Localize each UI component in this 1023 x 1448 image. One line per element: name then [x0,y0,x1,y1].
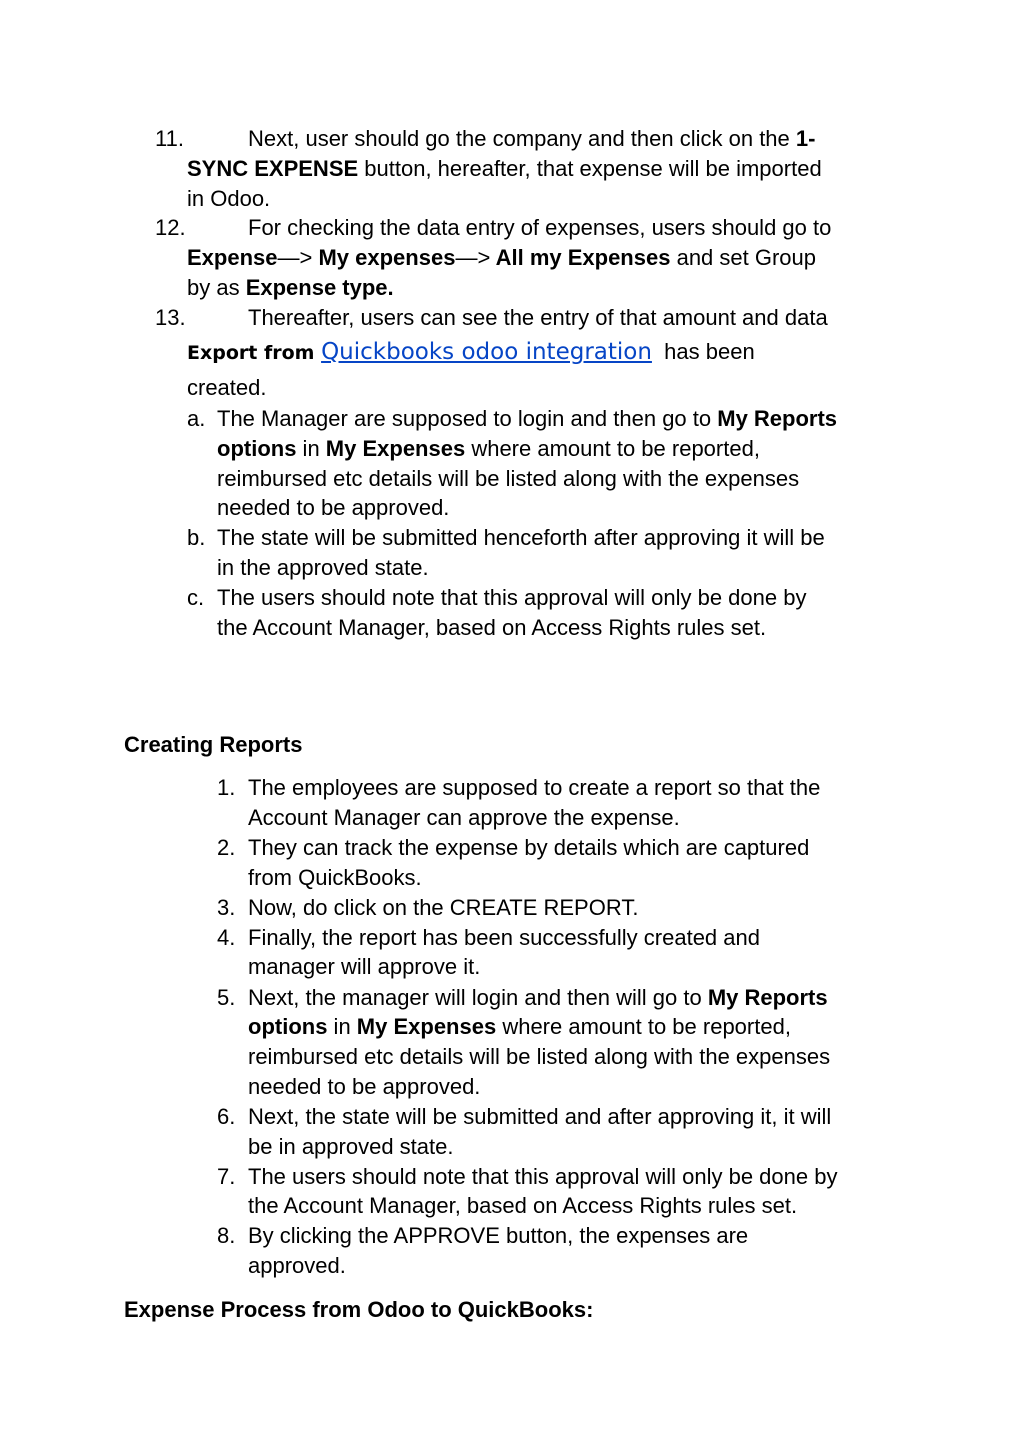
quickbooks-odoo-integration-link[interactable]: Quickbooks odoo integration [321,339,652,365]
list-item: manager will approve it. [248,954,481,979]
item-number: 13. [155,305,186,330]
item-text: Thereafter, users can see the entry of that amount and data [248,305,828,330]
item-text: created. [187,375,267,400]
list-number: 4. [217,925,236,950]
list-item: Account Manager can approve the expense. [248,805,680,830]
item-number: 12. [155,215,186,240]
item-text: by as Expense type. [187,275,394,300]
item-text: For checking the data entry of expenses, users should go to [248,215,832,240]
sub-item-text: The state will be submitted henceforth after approving it will be [217,525,825,550]
list-number: 2. [217,835,236,860]
list-item: By clicking the APPROVE button, the expenses are [248,1223,749,1248]
list-item: They can track the expense by details which are captured [248,835,810,860]
list-number: 8. [217,1223,236,1248]
list-item: be in approved state. [248,1134,454,1159]
list-number: 5. [217,985,236,1010]
item-text: in Odoo. [187,186,271,211]
list-item: Next, the state will be submitted and after approving it, it will [248,1104,832,1129]
list-item: The employees are supposed to create a report so that the [248,775,821,800]
sub-item-text: the Account Manager, based on Access Rights rules set. [217,615,767,640]
list-item: needed to be approved. [248,1074,481,1099]
list-number: 3. [217,895,236,920]
item-text: Export from Quickbooks odoo integration has been [187,339,755,365]
item-text: SYNC EXPENSE button, hereafter, that expense will be imported [187,156,822,181]
sub-item-letter: b. [187,525,206,550]
list-item: approved. [248,1253,346,1278]
list-item: the Account Manager, based on Access Rights rules set. [248,1193,798,1218]
list-item: The users should note that this approval will only be done by [248,1164,838,1189]
list-item: Finally, the report has been successfully created and [248,925,760,950]
sub-item-text: options in My Expenses where amount to be reported, [217,436,760,461]
list-item: Next, the manager will login and then will go to My Reports [248,985,828,1010]
sub-item-text: reimbursed etc details will be listed along with the expenses [217,466,800,491]
section-heading: Expense Process from Odoo to QuickBooks: [124,1297,594,1322]
list-number: 6. [217,1104,236,1129]
list-number: 7. [217,1164,236,1189]
list-number: 1. [217,775,236,800]
item-number: 11. [155,126,184,151]
list-item: Now, do click on the CREATE REPORT. [248,895,639,920]
item-text: Expense—> My expenses—> All my Expenses and set Group [187,245,817,270]
sub-item-text: The users should note that this approval will only be done by [217,585,807,610]
item-text: Next, user should go the company and then click on the 1- [248,126,816,151]
sub-item-text: in the approved state. [217,555,429,580]
list-item: from QuickBooks. [248,865,422,890]
section-heading: Creating Reports [124,732,303,757]
sub-item-text: The Manager are supposed to login and then go to My Reports [217,406,838,431]
sub-item-letter: a. [187,406,206,431]
sub-item-text: needed to be approved. [217,495,450,520]
sub-item-letter: c. [187,585,205,610]
list-item: reimbursed etc details will be listed along with the expenses [248,1044,831,1069]
list-item: options in My Expenses where amount to be reported, [248,1014,791,1039]
